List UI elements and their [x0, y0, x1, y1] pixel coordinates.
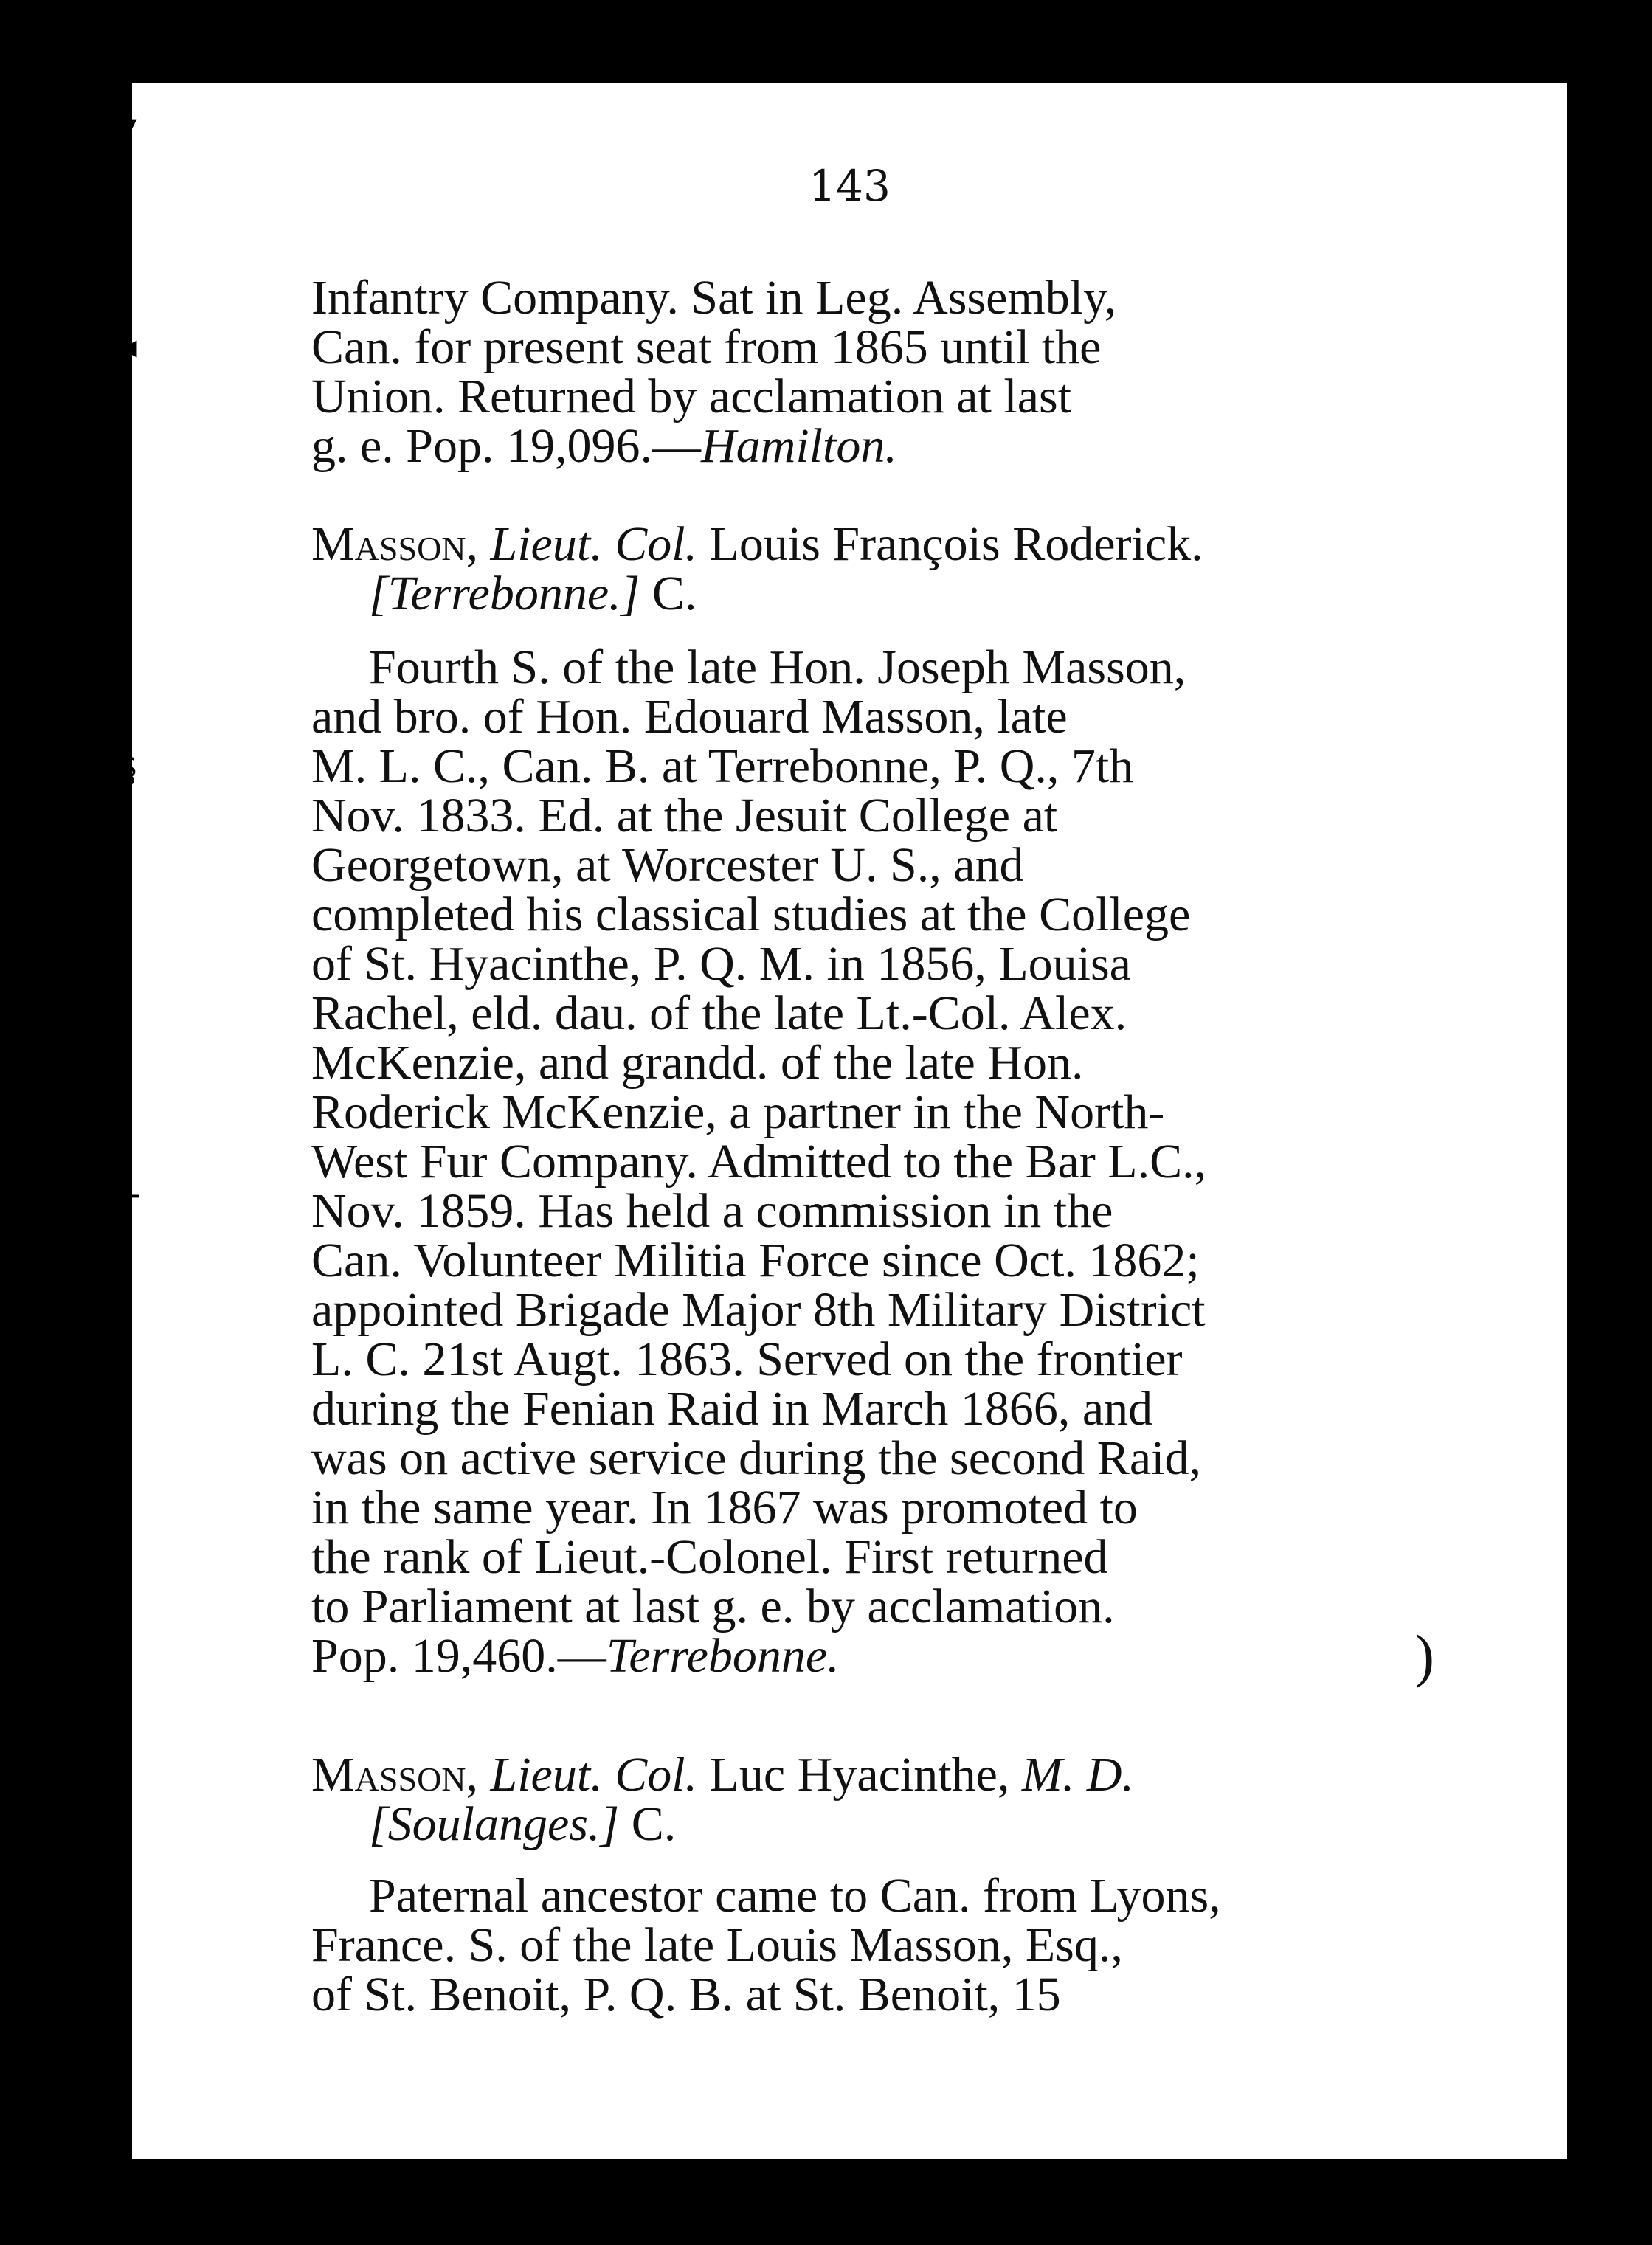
text-line: Nov. 1833. Ed. at the Jesuit College at [311, 789, 1058, 843]
given-names: Luc Hyacinthe, [709, 1748, 1010, 1802]
text-line: the rank of Lieut.-Colonel. First returned [311, 1530, 1108, 1584]
text-line: France. S. of the late Louis Masson, Esq., [311, 1918, 1123, 1972]
text-line: completed his classical studies at the College [311, 888, 1191, 941]
text-line: Union. Returned by acclamation at last [311, 370, 1072, 423]
margin-bracket: ) [1414, 1624, 1434, 1689]
entry-constituency-line [311, 569, 1470, 618]
text-line: L. C. 21st Augt. 1863. Served on the frontier [311, 1332, 1183, 1386]
text-line: Rachel, eld. dau. of the late Lt.-Col. Alex. [311, 986, 1127, 1040]
surname: Masson [311, 1748, 466, 1802]
entry-constituency-line [311, 1799, 1470, 1849]
constituency-place: Hamilton. [701, 419, 897, 473]
given-names: Louis François Roderick. [709, 517, 1203, 571]
entry-body [311, 1871, 1470, 2019]
text-line: Infantry Company. Sat in Leg. Assembly, [311, 271, 1117, 325]
entry-name-line: Masson, Lieut. Col. Luc Hyacinthe, M. D. [311, 1748, 1135, 1802]
book-page [114, 83, 1567, 2159]
party: C. [652, 567, 697, 620]
text-line: of St. Hyacinthe, P. Q. M. in 1856, Louisa [311, 937, 1131, 991]
text-line: appointed Brigade Major 8th Military District [311, 1283, 1206, 1337]
constituency: [Terrebonne.] [369, 567, 640, 620]
text-line: M. L. C., Can. B. at Terrebonne, P. Q., 7th [311, 739, 1134, 793]
text-line: Can. for present seat from 1865 until the [311, 320, 1102, 374]
text-line: g. e. Pop. 19,096.—Hamilton. [311, 419, 897, 473]
continuation-paragraph [311, 273, 1470, 471]
surname: Masson [311, 517, 466, 571]
binding-mark: + [114, 1175, 143, 1215]
text-line: Roderick McKenzie, a partner in the North- [311, 1085, 1165, 1139]
constituency: [Soulanges.] [369, 1797, 620, 1851]
entry-heading [311, 519, 1470, 618]
text-line: Pop. 19,460.—Terrebonne. [311, 1629, 840, 1683]
text-line: Georgetown, at Worcester U. S., and [311, 838, 1024, 892]
text-line: of St. Benoit, P. Q. B. at St. Benoit, 15 [311, 1968, 1061, 2021]
degree: M. D. [1021, 1748, 1135, 1802]
binding-mark: ▾ [120, 105, 137, 145]
binding-mark: § [120, 750, 137, 790]
text-line: in the same year. In 1867 was promoted to [311, 1481, 1138, 1535]
text-line: Paternal ancestor came to Can. from Lyons, [369, 1869, 1221, 1923]
text-line: was on active service during the second Raid, [311, 1431, 1201, 1485]
text-line: West Fur Company. Admitted to the Bar L.C., [311, 1135, 1207, 1189]
rank: Lieut. Col. [490, 1748, 698, 1802]
text-line: and bro. of Hon. Edouard Masson, late [311, 690, 1068, 744]
text-line: Fourth S. of the late Hon. Joseph Masson, [369, 640, 1186, 694]
constituency-place: Terrebonne. [606, 1629, 840, 1683]
rank: Lieut. Col. [490, 517, 698, 571]
text-line: Nov. 1859. Has held a commission in the [311, 1184, 1113, 1238]
page-number: 143 [809, 161, 891, 211]
entry-name-line: Masson, Lieut. Col. Louis François Roderick. [311, 517, 1203, 571]
text-line: McKenzie, and grandd. of the late Hon. [311, 1036, 1084, 1090]
text-line: Can. Volunteer Militia Force since Oct. 1862; [311, 1234, 1200, 1287]
party: C. [631, 1797, 677, 1851]
entry-body [311, 640, 1470, 1683]
text-line: during the Fenian Raid in March 1866, and [311, 1382, 1153, 1436]
text-line: to Parliament at last g. e. by acclamation. [311, 1580, 1115, 1633]
binding-mark: ◂ [120, 326, 137, 366]
entry-heading [311, 1750, 1470, 1849]
